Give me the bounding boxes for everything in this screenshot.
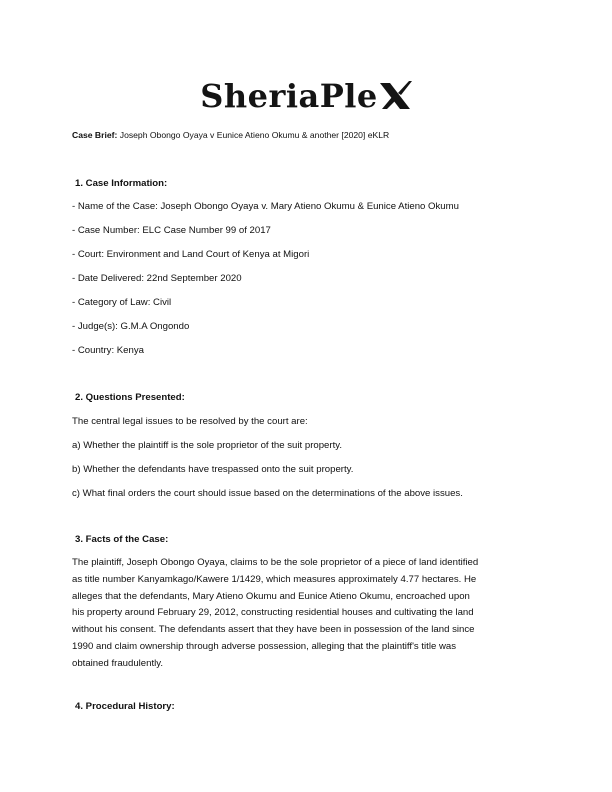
question-item: a) Whether the plaintiff is the sole proprietor of the suit property.	[72, 440, 343, 451]
case-info-item: - Category of Law: Civil	[72, 297, 172, 308]
sheriaplex-logo	[0, 74, 612, 118]
case-info-item: - Court: Environment and Land Court of Kenya at Migori	[72, 249, 310, 260]
facts-line: without his consent. The defendants assert that they have been in possession of the land since	[72, 624, 475, 636]
x-mark-logo-icon	[378, 79, 412, 113]
facts-line: his property around February 29, 2012, constructing residential houses and cultivating the land	[72, 607, 474, 619]
section-heading-questions-presented: 2. Questions Presented:	[75, 392, 185, 403]
facts-paragraph	[72, 555, 542, 673]
facts-line: as title number Kanyamkago/Kawere 1/1429, which measures approximately 4.77 hectares. He	[72, 573, 477, 585]
facts-line: alleges that the defendants, Mary Atieno Okumu and Eunice Atieno Okumu, encroached upon	[72, 590, 470, 602]
section-heading-facts: 3. Facts of the Case:	[75, 534, 169, 545]
case-info-item: - Judge(s): G.M.A Ongondo	[72, 321, 190, 332]
facts-line: obtained fraudulently.	[72, 657, 164, 669]
question-item: b) Whether the defendants have trespassed onto the suit property.	[72, 464, 354, 475]
case-info-item: - Case Number: ELC Case Number 99 of 2017	[72, 225, 271, 236]
question-item: c) What final orders the court should issue based on the determinations of the above issues.	[72, 488, 463, 499]
section-heading-case-information: 1. Case Information:	[75, 178, 168, 189]
case-brief-label: Case Brief:	[72, 130, 118, 140]
case-brief-line	[72, 130, 389, 140]
logo-wordmark: SheriaPle	[200, 77, 378, 115]
case-info-item: - Name of the Case: Joseph Obongo Oyaya v. Mary Atieno Okumu & Eunice Atieno Okumu	[72, 201, 459, 212]
section-heading-procedural-history: 4. Procedural History:	[75, 701, 175, 712]
questions-intro: The central legal issues to be resolved by the court are:	[72, 416, 308, 427]
facts-line: 1990 and claim ownership through adverse possession, alleging that the plaintiff's title was	[72, 640, 457, 652]
facts-line: The plaintiff, Joseph Obongo Oyaya, claims to be the sole proprietor of a piece of land identified	[72, 557, 479, 568]
case-brief-title: Joseph Obongo Oyaya v Eunice Atieno Okumu & another [2020] eKLR	[119, 130, 390, 140]
case-info-item: - Country: Kenya	[72, 345, 144, 356]
case-info-item: - Date Delivered: 22nd September 2020	[72, 273, 242, 284]
